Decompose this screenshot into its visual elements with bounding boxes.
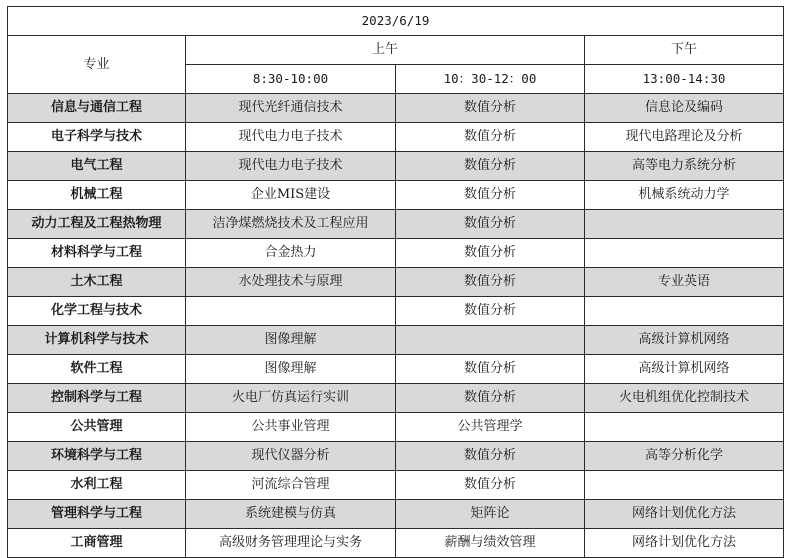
table-row [8, 326, 784, 355]
table-row [8, 384, 784, 413]
table-row [8, 94, 784, 123]
slot-1-cell: 河流综合管理 [186, 471, 396, 500]
major-cell: 管理科学与工程 [8, 500, 186, 529]
slot-2-cell: 数值分析 [396, 123, 585, 152]
slot-3-cell [585, 210, 784, 239]
slot-1-cell: 图像理解 [186, 355, 396, 384]
slot-1-cell: 合金热力 [186, 239, 396, 268]
slot-1-cell: 图像理解 [186, 326, 396, 355]
slot-2-cell: 数值分析 [396, 297, 585, 326]
afternoon-header: 下午 [585, 36, 784, 65]
table-row [8, 529, 784, 558]
slot-3-cell [585, 297, 784, 326]
slot-1-cell: 水处理技术与原理 [186, 268, 396, 297]
table-row [8, 181, 784, 210]
slot-1-cell: 高级财务管理理论与实务 [186, 529, 396, 558]
major-cell: 电气工程 [8, 152, 186, 181]
slot-2-cell: 数值分析 [396, 355, 585, 384]
exam-schedule-table [7, 6, 784, 558]
morning-header: 上午 [186, 36, 585, 65]
date-cell: 2023/6/19 [8, 7, 784, 36]
slot-2-cell: 数值分析 [396, 94, 585, 123]
table-row [8, 152, 784, 181]
major-cell: 水利工程 [8, 471, 186, 500]
slot-1-cell: 企业MIS建设 [186, 181, 396, 210]
table-row [8, 413, 784, 442]
slot-2-cell: 薪酬与绩效管理 [396, 529, 585, 558]
table-row [8, 210, 784, 239]
major-cell: 控制科学与工程 [8, 384, 186, 413]
table-row [8, 471, 784, 500]
slot-2-header: 10：30-12：00 [396, 65, 585, 94]
slot-2-cell: 矩阵论 [396, 500, 585, 529]
slot-3-cell: 网络计划优化方法 [585, 500, 784, 529]
table-row [8, 239, 784, 268]
major-cell: 材料科学与工程 [8, 239, 186, 268]
slot-3-cell: 现代电路理论及分析 [585, 123, 784, 152]
major-cell: 动力工程及工程热物理 [8, 210, 186, 239]
slot-1-cell: 洁净煤燃烧技术及工程应用 [186, 210, 396, 239]
slot-2-cell: 数值分析 [396, 152, 585, 181]
period-row [8, 36, 784, 65]
slot-1-header: 8:30-10:00 [186, 65, 396, 94]
major-cell: 软件工程 [8, 355, 186, 384]
major-header: 专业 [8, 36, 186, 94]
slot-3-cell: 信息论及编码 [585, 94, 784, 123]
slot-2-cell: 数值分析 [396, 268, 585, 297]
slot-3-cell [585, 413, 784, 442]
major-cell: 化学工程与技术 [8, 297, 186, 326]
slot-2-cell: 数值分析 [396, 181, 585, 210]
table-row [8, 297, 784, 326]
major-cell: 计算机科学与技术 [8, 326, 186, 355]
major-cell: 土木工程 [8, 268, 186, 297]
slot-3-cell: 高等电力系统分析 [585, 152, 784, 181]
slot-1-cell [186, 297, 396, 326]
slot-1-cell: 现代光纤通信技术 [186, 94, 396, 123]
slot-3-cell: 网络计划优化方法 [585, 529, 784, 558]
slot-2-cell [396, 326, 585, 355]
slot-1-cell: 现代电力电子技术 [186, 123, 396, 152]
slot-3-cell: 专业英语 [585, 268, 784, 297]
major-cell: 环境科学与工程 [8, 442, 186, 471]
slot-2-cell: 数值分析 [396, 239, 585, 268]
slot-1-cell: 火电厂仿真运行实训 [186, 384, 396, 413]
major-cell: 工商管理 [8, 529, 186, 558]
slot-3-cell: 机械系统动力学 [585, 181, 784, 210]
table-row [8, 123, 784, 152]
slot-2-cell: 数值分析 [396, 471, 585, 500]
slot-2-cell: 公共管理学 [396, 413, 585, 442]
table-row [8, 442, 784, 471]
slot-3-header: 13:00-14:30 [585, 65, 784, 94]
slot-2-cell: 数值分析 [396, 210, 585, 239]
slot-2-cell: 数值分析 [396, 384, 585, 413]
slot-2-cell: 数值分析 [396, 442, 585, 471]
slot-3-cell: 高级计算机网络 [585, 326, 784, 355]
table-row [8, 500, 784, 529]
slot-3-cell: 高级计算机网络 [585, 355, 784, 384]
slot-1-cell: 系统建模与仿真 [186, 500, 396, 529]
slot-3-cell [585, 471, 784, 500]
major-cell: 电子科学与技术 [8, 123, 186, 152]
slot-3-cell [585, 239, 784, 268]
slot-1-cell: 现代电力电子技术 [186, 152, 396, 181]
table-row [8, 268, 784, 297]
major-cell: 信息与通信工程 [8, 94, 186, 123]
major-cell: 机械工程 [8, 181, 186, 210]
slot-3-cell: 高等分析化学 [585, 442, 784, 471]
slot-1-cell: 公共事业管理 [186, 413, 396, 442]
slot-1-cell: 现代仪器分析 [186, 442, 396, 471]
table-row [8, 355, 784, 384]
slot-3-cell: 火电机组优化控制技术 [585, 384, 784, 413]
major-cell: 公共管理 [8, 413, 186, 442]
date-row [8, 7, 784, 36]
